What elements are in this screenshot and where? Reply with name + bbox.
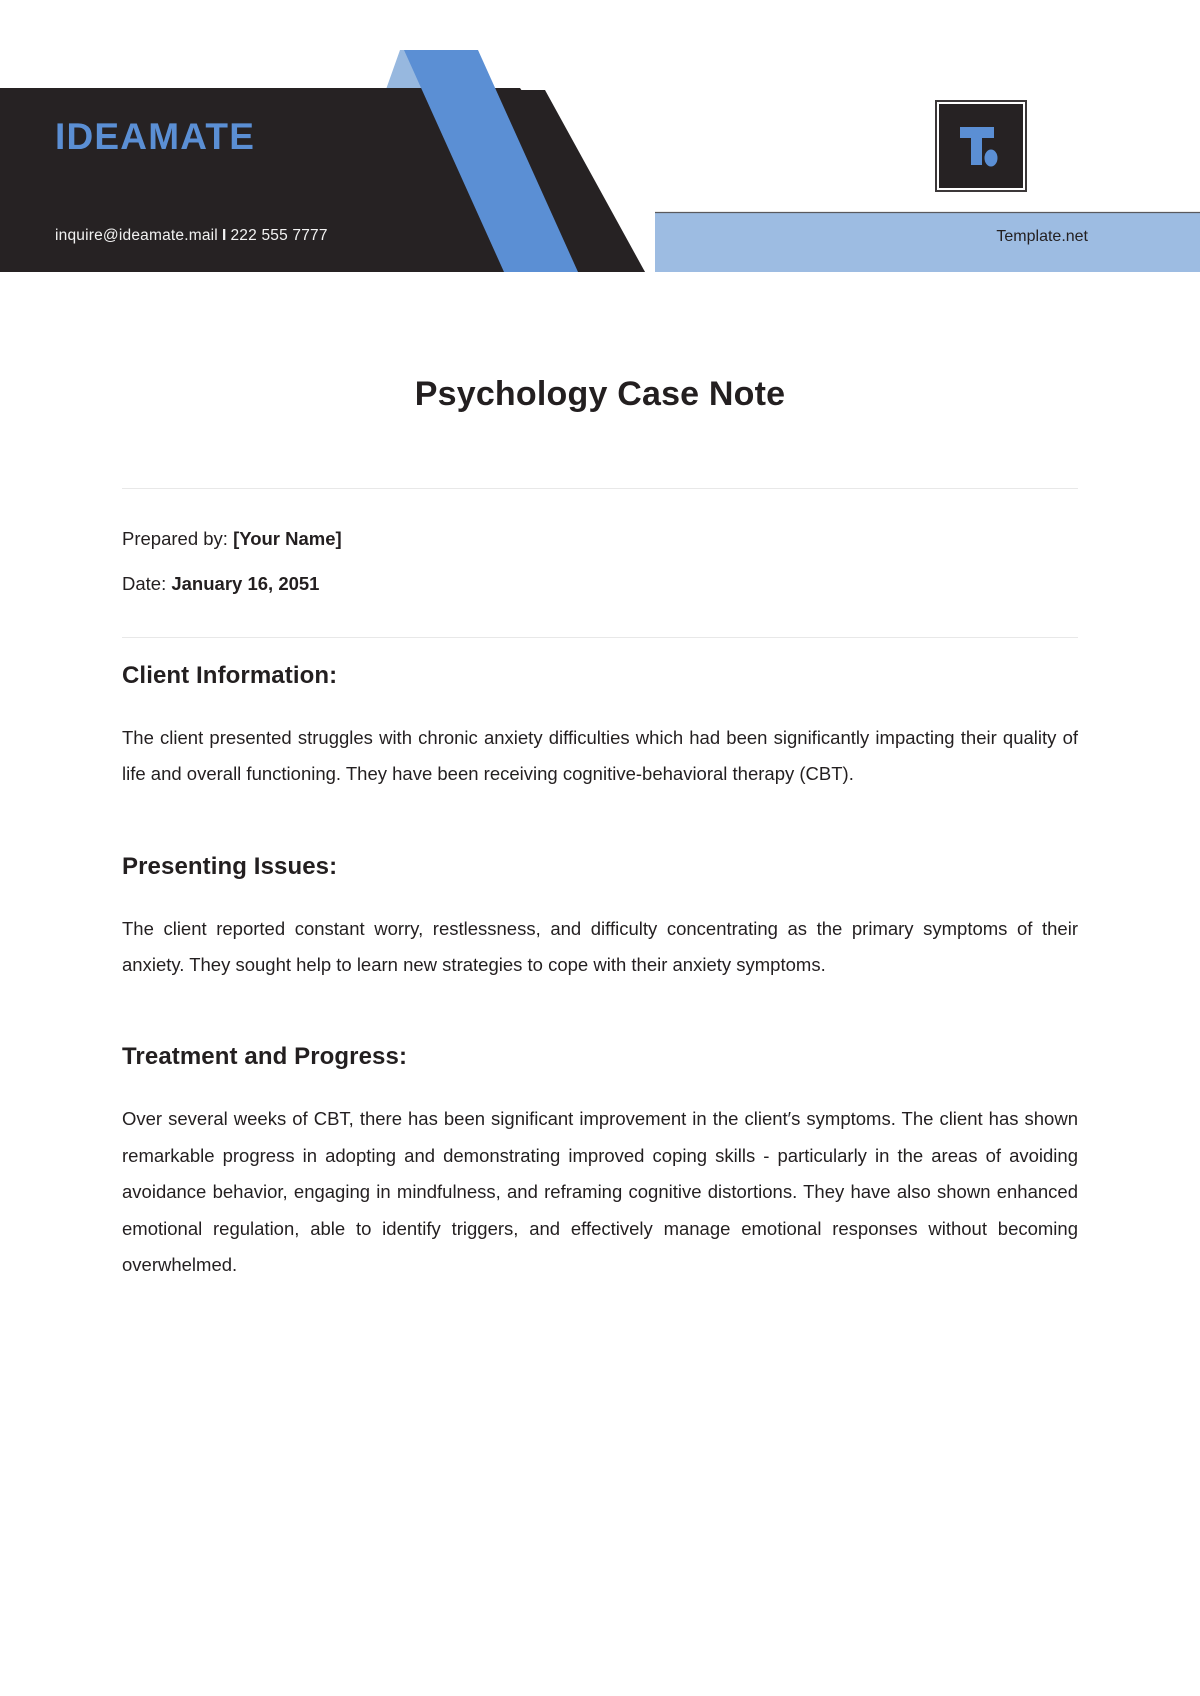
section-body: Over several weeks of CBT, there has been significant improvement in the client′s symptoms. The client has shown remarkable progress in adopting and demonstrating improved coping skills - particularly in the areas of avoiding avoidance behavior, engaging in mindfulness, and reframing cognitive distortions. They have also shown enhanced emotional regulation, able to identify triggers, and effectively manage emotional responses without becoming overwhelmed. bbox=[122, 1108, 1078, 1276]
contact-phone: 222 555 7777 bbox=[230, 227, 328, 244]
document-meta bbox=[122, 489, 1078, 637]
prepared-by-line bbox=[122, 529, 1078, 549]
letter-t-dot-glyph bbox=[957, 119, 1005, 173]
prepared-by-value: [Your Name] bbox=[233, 528, 342, 549]
section-heading: Presenting Issues: bbox=[122, 852, 338, 880]
template-net-wordmark: Template.net bbox=[996, 228, 1088, 245]
prepared-by-label: Prepared by: bbox=[122, 528, 228, 549]
date-line bbox=[122, 574, 1078, 594]
date-value: January 16, 2051 bbox=[171, 573, 320, 595]
brand-name: IDEAMATE bbox=[55, 116, 256, 157]
template-net-logo-icon bbox=[937, 102, 1025, 190]
contact-separator: I bbox=[221, 227, 227, 244]
section-heading: Treatment and Progress: bbox=[122, 1043, 408, 1071]
brand-block bbox=[55, 118, 575, 155]
light-blue-right-band bbox=[655, 213, 1200, 272]
section-client-information bbox=[122, 638, 1078, 793]
section-treatment-and-progress bbox=[122, 983, 1078, 1283]
page-title: Psychology Case Note bbox=[414, 375, 786, 413]
section-heading: Client Information: bbox=[122, 661, 338, 689]
contact-email: inquire@ideamate.mail bbox=[55, 227, 218, 244]
section-body: The client presented struggles with chronic anxiety difficulties which had been significantly impacting their quality of life and overall functioning. They have been receiving cognitive-behavioral therapy (CBT). bbox=[122, 726, 1078, 785]
section-body: The client reported constant worry, restlessness, and difficulty concentrating as the primary symptoms of their anxiety. They sought help to learn new strategies to cope with their anxiety symptoms. bbox=[122, 917, 1078, 975]
document-page bbox=[0, 272, 1200, 1284]
brand-contact-line bbox=[55, 227, 328, 245]
date-label: Date: bbox=[122, 573, 167, 595]
page-header bbox=[0, 0, 1200, 272]
section-presenting-issues bbox=[122, 793, 1078, 984]
